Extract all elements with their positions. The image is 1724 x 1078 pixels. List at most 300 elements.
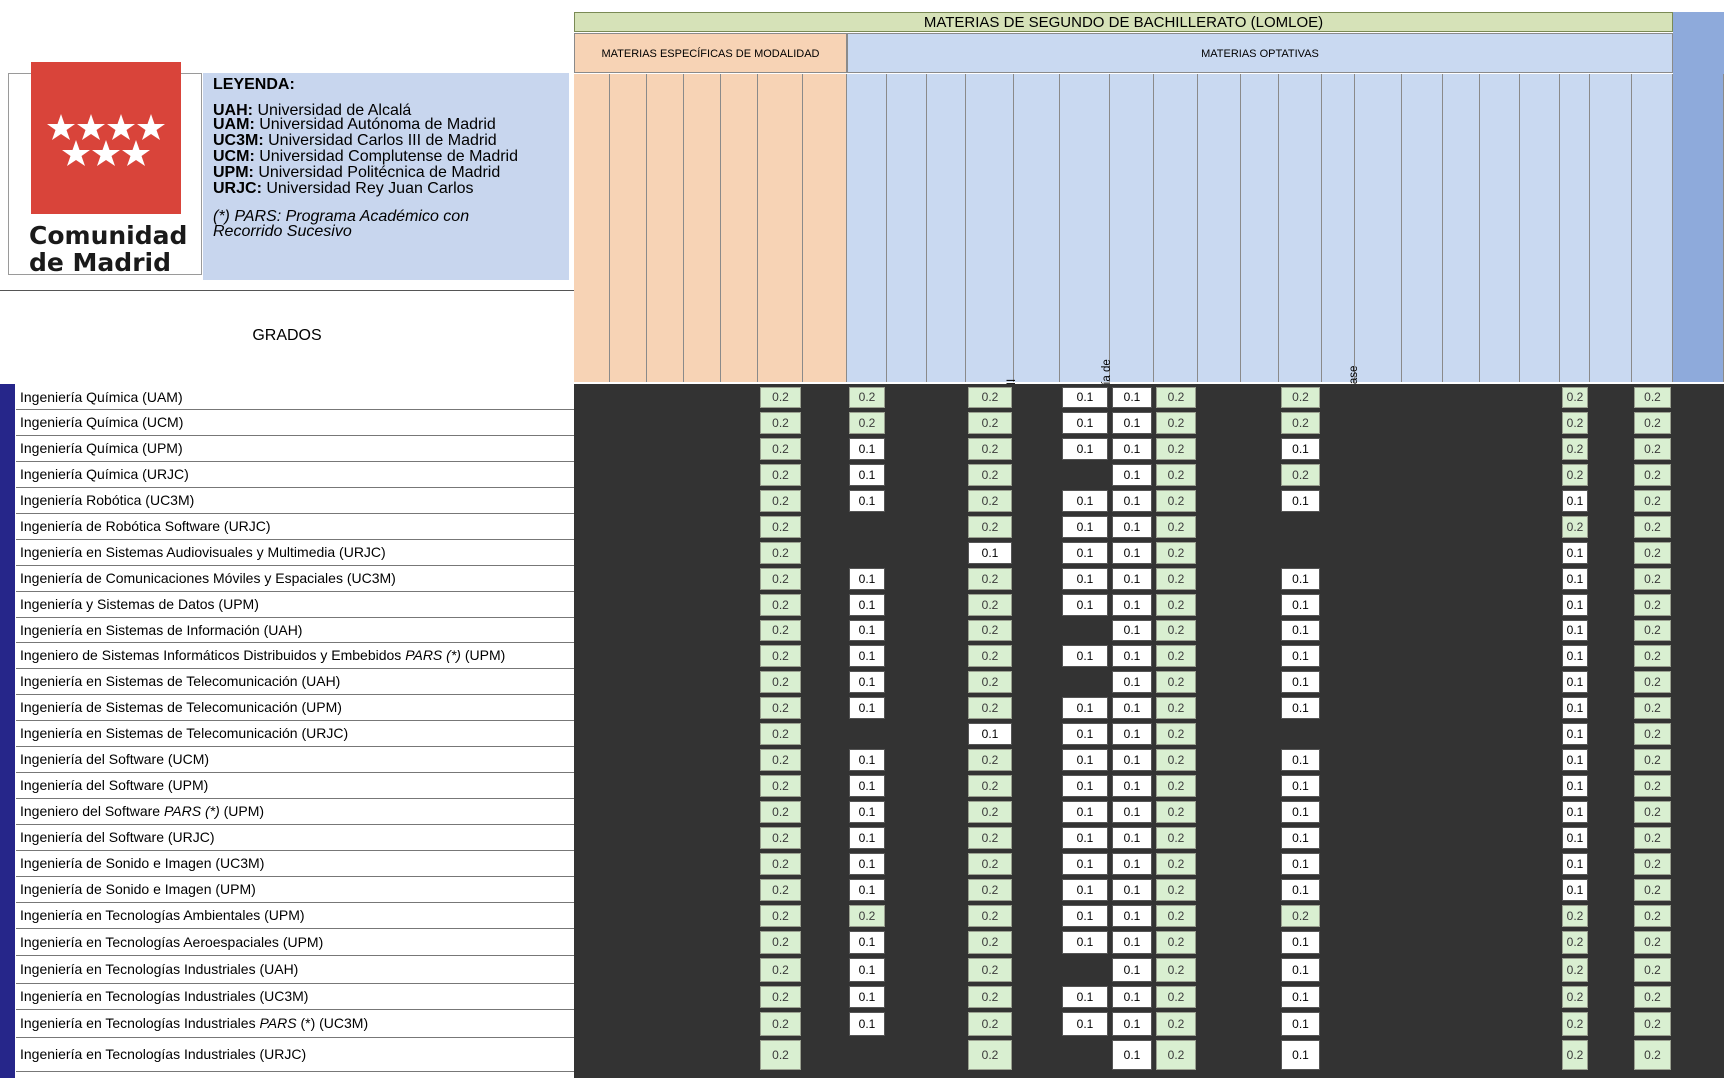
weight-cell: 0.1 [1062, 853, 1108, 875]
weight-cell: 0.1 [968, 542, 1012, 564]
weight-cell: 0.1 [1562, 490, 1588, 512]
weight-cell: 0.2 [1634, 905, 1671, 927]
weight-cell: 0.2 [1562, 516, 1588, 538]
weight-cell: 0.2 [760, 464, 801, 486]
weight-cell: 0.2 [1634, 1012, 1671, 1036]
weight-cell: 0.2 [968, 1012, 1012, 1036]
weight-cell: 0.1 [1112, 542, 1152, 564]
row-degree-name: Ingeniería en Sistemas Audiovisuales y Multimedia (URJC) [20, 544, 386, 560]
madrid-flag-stars-icon [31, 62, 181, 214]
weight-cell: 0.1 [849, 464, 885, 486]
weight-cell: 0.1 [1062, 986, 1108, 1008]
weight-cell: 0.2 [849, 905, 885, 927]
weight-cell: 0.1 [1112, 905, 1152, 927]
weight-cell: 0.2 [968, 645, 1012, 667]
weight-cell: 0.1 [1112, 438, 1152, 460]
weight-cell: 0.2 [760, 594, 801, 616]
weight-cell: 0.2 [968, 1040, 1012, 1070]
weight-cell: 0.2 [760, 801, 801, 823]
table-row-label [16, 956, 574, 984]
weight-cell: 0.2 [1156, 931, 1196, 954]
row-pars-marker: PARS [259, 1015, 297, 1031]
weight-cell: 0.2 [1562, 905, 1588, 927]
weight-cell: 0.2 [968, 438, 1012, 460]
weight-cell: 0.1 [849, 931, 885, 954]
weight-cell: 0.2 [760, 671, 801, 693]
row-pars-marker: PARS (*) [163, 803, 220, 819]
weight-cell: 0.2 [760, 387, 801, 408]
weight-cell: 0.2 [1634, 1040, 1671, 1070]
legend-entry [213, 133, 518, 149]
weight-cell: 0.2 [1562, 958, 1588, 982]
main-header-title: MATERIAS DE SEGUNDO DE BACHILLERATO (LOMLOE) [574, 12, 1673, 32]
column-header [721, 74, 758, 382]
weight-cell: 0.2 [849, 387, 885, 408]
weight-cell: 0.2 [1562, 1012, 1588, 1036]
column-header [1590, 74, 1632, 382]
weight-cell: 0.1 [1281, 594, 1320, 616]
weight-cell: 0.2 [1156, 801, 1196, 823]
column-header [1322, 74, 1355, 382]
grados-label: GRADOS [252, 327, 322, 344]
legend-name: Universidad Rey Juan Carlos [261, 180, 474, 197]
column-header [758, 74, 803, 382]
weight-cell: 0.1 [1112, 775, 1152, 797]
weight-cell: 0.1 [1281, 438, 1320, 460]
weight-cell: 0.1 [1112, 986, 1152, 1008]
weight-cell: 0.2 [1562, 387, 1588, 408]
weight-cell: 0.1 [849, 620, 885, 641]
weight-cell: 0.1 [1062, 542, 1108, 564]
weight-cell: 0.2 [1634, 620, 1671, 641]
column-header [1443, 74, 1480, 382]
column-header [887, 74, 927, 382]
weight-cell: 0.1 [1062, 1012, 1108, 1036]
weight-cell: 0.2 [760, 775, 801, 797]
weight-cell: 0.2 [968, 464, 1012, 486]
weight-cell: 0.1 [1062, 801, 1108, 823]
weight-cell: 0.2 [968, 568, 1012, 590]
weight-cell: 0.2 [968, 749, 1012, 771]
weight-cell: 0.1 [849, 490, 885, 512]
weight-cell: 0.2 [1634, 594, 1671, 616]
weight-cell: 0.1 [849, 853, 885, 875]
weight-cell: 0.2 [1634, 645, 1671, 667]
weight-cell: 0.2 [760, 1012, 801, 1036]
weight-cell: 0.2 [1156, 827, 1196, 849]
weight-cell: 0.2 [1562, 412, 1588, 434]
table-row-label [16, 721, 574, 747]
weight-cell: 0.1 [1112, 412, 1152, 434]
table-row-label [16, 669, 574, 695]
row-degree-name: Ingeniería Química (URJC) [20, 466, 189, 482]
weight-cell: 0.2 [968, 853, 1012, 875]
row-university: (UPM) [219, 803, 265, 819]
row-degree-name: Ingeniería del Software (URJC) [20, 829, 215, 845]
weight-cell: 0.2 [760, 438, 801, 460]
table-row-label [16, 488, 574, 514]
table-row-label [16, 462, 574, 488]
weight-cell: 0.1 [1562, 568, 1588, 590]
weight-cell: 0.2 [1634, 542, 1671, 564]
weight-cell: 0.1 [1112, 464, 1152, 486]
legend-name: Universidad Complutense de Madrid [254, 148, 519, 165]
column-header [1101, 74, 1154, 382]
weight-cell: 0.1 [1062, 490, 1108, 512]
row-degree-name: Ingeniería en Tecnologías Industriales (UC3M) [20, 988, 309, 1004]
weight-cell: 0.1 [1062, 905, 1108, 927]
weight-cell: 0.1 [1112, 723, 1152, 745]
legend-abbr: URJC: [213, 180, 262, 197]
weight-cell: 0.1 [1112, 749, 1152, 771]
weight-cell: 0.2 [1156, 412, 1196, 434]
weight-cell: 0.1 [849, 1012, 885, 1036]
weight-cell: 0.2 [760, 853, 801, 875]
weight-cell: 0.1 [1562, 749, 1588, 771]
weight-cell: 0.1 [1562, 594, 1588, 616]
weight-cell: 0.1 [1281, 827, 1320, 849]
row-degree-name: Ingeniería de Sonido e Imagen (UPM) [20, 881, 256, 897]
column-header [1355, 74, 1402, 382]
weight-cell: 0.1 [1112, 490, 1152, 512]
weight-cell: 0.1 [1112, 1040, 1152, 1070]
row-degree-name: Ingeniería en Tecnologías Industriales [20, 1015, 260, 1031]
weight-cell: 0.1 [1281, 775, 1320, 797]
brand-line1: Comunidad [29, 221, 188, 250]
row-degree-name: Ingeniería Química (UCM) [20, 414, 184, 430]
weight-cell: 0.1 [1062, 438, 1108, 460]
weight-cell: 0.2 [968, 671, 1012, 693]
weight-cell: 0.2 [968, 594, 1012, 616]
weight-cell: 0.2 [760, 620, 801, 641]
weight-cell: 0.2 [1634, 801, 1671, 823]
weight-cell: 0.2 [1634, 464, 1671, 486]
legend-name: Universidad de Alcalá [253, 102, 412, 119]
weight-cell: 0.1 [849, 986, 885, 1008]
legend-abbr: UAM: [213, 116, 255, 133]
legend-entry [213, 149, 518, 165]
legend-abbr: UPM: [213, 164, 254, 181]
weight-cell: 0.2 [1562, 931, 1588, 954]
column-header [1632, 74, 1673, 382]
column-header [1198, 74, 1241, 382]
weight-cell: 0.2 [1156, 853, 1196, 875]
row-degree-name: Ingeniería Robótica (UC3M) [20, 492, 195, 508]
weight-cell: 0.2 [1634, 879, 1671, 901]
weight-cell: 0.1 [1112, 671, 1152, 693]
table-row-label [16, 618, 574, 643]
weight-cell: 0.1 [1562, 775, 1588, 797]
left-blue-strip [0, 384, 15, 1078]
legend-box [203, 73, 569, 280]
column-header [1060, 74, 1110, 382]
legend-entry [213, 165, 518, 181]
table-row-label [16, 1038, 574, 1072]
weight-cell: 0.1 [1112, 827, 1152, 849]
row-degree-name: Ingeniería en Tecnologías Industriales (UAH) [20, 961, 299, 977]
legend-note-line1: (*) PARS: Programa Académico con [213, 208, 470, 225]
row-degree-name: Ingeniería del Software (UPM) [20, 777, 209, 793]
weight-cell: 0.2 [760, 568, 801, 590]
row-degree-name: Ingeniería de Comunicaciones Móviles y Espaciales (UC3M) [20, 570, 396, 586]
legend-abbr: UAH: [213, 102, 253, 119]
weight-cell: 0.2 [968, 986, 1012, 1008]
legend-name: Universidad Politécnica de Madrid [253, 164, 501, 181]
row-degree-name: Ingeniero de Sistemas Informáticos Distribuidos y Embebidos [20, 647, 406, 663]
row-degree-name: Ingeniería de Robótica Software (URJC) [20, 518, 271, 534]
weight-cell: 0.2 [760, 697, 801, 719]
weight-cell: 0.1 [1062, 775, 1108, 797]
weight-cell: 0.1 [1062, 516, 1108, 538]
column-header [927, 74, 966, 382]
table-row-label [16, 825, 574, 851]
weight-cell: 0.2 [760, 905, 801, 927]
weight-cell: 0.2 [1634, 827, 1671, 849]
table-row-label [16, 747, 574, 773]
weight-cell: 0.1 [849, 645, 885, 667]
weight-cell: 0.1 [1281, 645, 1320, 667]
weight-cell: 0.2 [1634, 931, 1671, 954]
weight-cell: 0.2 [1156, 958, 1196, 982]
weight-cell: 0.2 [1634, 697, 1671, 719]
weight-cell: 0.1 [849, 671, 885, 693]
weight-cell: 0.1 [849, 801, 885, 823]
table-row-label [16, 566, 574, 592]
weight-cell: 0.1 [1562, 801, 1588, 823]
column-header [1480, 74, 1520, 382]
group-header-especificas: MATERIAS ESPECÍFICAS DE MODALIDAD [574, 33, 847, 73]
group-header-optativas: MATERIAS OPTATIVAS [847, 33, 1673, 73]
weight-cell: 0.2 [760, 879, 801, 901]
table-row-label [16, 984, 574, 1010]
weight-cell: 0.2 [760, 723, 801, 745]
weight-cell: 0.2 [1634, 671, 1671, 693]
legend-entries [213, 103, 518, 197]
weight-cell: 0.2 [1156, 986, 1196, 1008]
legend-abbr: UC3M: [213, 132, 264, 149]
column-header [574, 74, 610, 382]
weight-cell: 0.1 [1281, 1012, 1320, 1036]
weight-cell: 0.2 [1634, 490, 1671, 512]
row-degree-name: Ingeniería en Tecnologías Industriales (URJC) [20, 1046, 307, 1062]
row-pars-marker: PARS (*) [405, 647, 461, 663]
row-degree-name: Ingeniería en Sistemas de Telecomunicación (UAH) [20, 673, 341, 689]
weight-cell: 0.1 [1281, 931, 1320, 954]
weight-cell: 0.2 [760, 412, 801, 434]
logo-brand-text [29, 222, 187, 276]
column-header [847, 74, 887, 382]
weight-cell: 0.1 [1281, 801, 1320, 823]
weight-cell: 0.1 [1562, 671, 1588, 693]
weight-cell: 0.2 [1156, 879, 1196, 901]
weight-cell: 0.1 [849, 749, 885, 771]
row-degree-name: Ingeniería en Tecnologías Ambientales (UPM) [20, 907, 305, 923]
legend-name: Universidad Carlos III de Madrid [263, 132, 497, 149]
weight-cell: 0.1 [1062, 827, 1108, 849]
table-row-label [16, 799, 574, 825]
column-header [1154, 74, 1198, 382]
weight-cell: 0.2 [1634, 958, 1671, 982]
weight-cell: 0.2 [1156, 723, 1196, 745]
weight-cell: 0.1 [1062, 412, 1108, 434]
weight-cell: 0.2 [1281, 464, 1320, 486]
comunidad-madrid-logo [8, 73, 202, 275]
weight-cell: 0.1 [1281, 958, 1320, 982]
column-header [1402, 74, 1443, 382]
weight-cell: 0.1 [1112, 516, 1152, 538]
weight-cell: 0.1 [1281, 879, 1320, 901]
weight-cell: 0.2 [968, 801, 1012, 823]
weight-cell: 0.1 [849, 827, 885, 849]
row-degree-name: Ingeniería Química (UAM) [20, 389, 183, 405]
column-header [684, 74, 721, 382]
column-header [1673, 74, 1724, 382]
weight-cell: 0.2 [760, 1040, 801, 1070]
row-degree-name: Ingeniería en Tecnologías Aeroespaciales (UPM) [20, 934, 324, 950]
weight-cell: 0.2 [1634, 723, 1671, 745]
column-header [1279, 74, 1322, 382]
legend-entry [213, 117, 518, 133]
weight-cell: 0.1 [1112, 620, 1152, 641]
weight-cell: 0.1 [1062, 568, 1108, 590]
weight-cell: 0.2 [968, 412, 1012, 434]
weight-cell: 0.1 [1112, 931, 1152, 954]
weight-cell: 0.1 [849, 568, 885, 590]
weight-cell: 0.2 [1634, 775, 1671, 797]
weight-cell: 0.2 [1156, 516, 1196, 538]
row-degree-name: Ingeniería en Sistemas de Información (UAH) [20, 622, 303, 638]
table-row-label [16, 592, 574, 618]
weight-cell: 0.2 [1562, 438, 1588, 460]
weight-cell: 0.2 [1156, 464, 1196, 486]
weight-cell: 0.2 [968, 490, 1012, 512]
weight-cell: 0.2 [760, 958, 801, 982]
weight-cell: 0.1 [1062, 594, 1108, 616]
legend-note [213, 209, 469, 239]
weight-cell: 0.2 [760, 749, 801, 771]
column-header [1520, 74, 1560, 382]
weight-cell: 0.2 [968, 697, 1012, 719]
row-degree-name: Ingeniería Química (UPM) [20, 440, 183, 456]
table-row-label [16, 1010, 574, 1038]
weight-cell: 0.2 [1156, 620, 1196, 641]
column-header [1014, 74, 1060, 382]
weight-cell: 0.2 [1634, 438, 1671, 460]
weight-cell: 0.1 [1562, 542, 1588, 564]
weight-cell: 0.1 [849, 775, 885, 797]
weight-cell: 0.2 [1156, 387, 1196, 408]
weight-cell: 0.2 [968, 387, 1012, 408]
weight-cell: 0.1 [1281, 568, 1320, 590]
weight-cell: 0.1 [1062, 879, 1108, 901]
weight-cell: 0.2 [760, 645, 801, 667]
table-row-label [16, 540, 574, 566]
weight-cell: 0.1 [849, 438, 885, 460]
weight-cell: 0.2 [760, 986, 801, 1008]
weight-cell: 0.2 [1634, 749, 1671, 771]
weight-cell: 0.2 [760, 827, 801, 849]
weight-cell: 0.2 [1634, 516, 1671, 538]
weight-cell: 0.2 [1156, 542, 1196, 564]
weight-cell: 0.1 [849, 594, 885, 616]
weight-cell: 0.1 [1112, 879, 1152, 901]
weight-cell: 0.2 [1634, 568, 1671, 590]
weight-cell: 0.1 [1281, 1040, 1320, 1070]
weight-cell: 0.2 [1156, 671, 1196, 693]
weight-cell: 0.2 [1562, 464, 1588, 486]
weight-cell: 0.1 [849, 879, 885, 901]
column-header [647, 74, 684, 382]
weight-cell: 0.2 [760, 490, 801, 512]
weight-cell: 0.2 [1156, 490, 1196, 512]
table-row-label [16, 436, 574, 462]
table-row-label [16, 514, 574, 540]
weight-cell: 0.2 [1562, 986, 1588, 1008]
row-degree-name: Ingeniería de Sonido e Imagen (UC3M) [20, 855, 265, 871]
weight-cell: 0.1 [1281, 671, 1320, 693]
weight-cell: 0.1 [1562, 827, 1588, 849]
legend-note-line2: Recorrido Sucesivo [213, 223, 352, 240]
legend-entry [213, 181, 518, 197]
weight-cell: 0.2 [968, 620, 1012, 641]
weight-cell: 0.1 [1562, 723, 1588, 745]
weight-cell: 0.2 [849, 412, 885, 434]
weight-cell: 0.2 [1281, 387, 1320, 408]
weight-cell: 0.2 [968, 827, 1012, 849]
weight-cell: 0.2 [1156, 438, 1196, 460]
weight-cell: 0.1 [968, 723, 1012, 745]
weight-cell: 0.2 [1281, 412, 1320, 434]
weight-cell: 0.1 [1112, 801, 1152, 823]
weight-cell: 0.1 [1112, 594, 1152, 616]
weight-cell: 0.1 [1281, 853, 1320, 875]
row-university: (*) (UC3M) [296, 1015, 369, 1031]
weight-cell: 0.2 [1634, 853, 1671, 875]
weight-cell: 0.1 [1281, 986, 1320, 1008]
weight-cell: 0.2 [1156, 905, 1196, 927]
weight-cell: 0.1 [1112, 697, 1152, 719]
weight-cell: 0.2 [760, 516, 801, 538]
weight-cell: 0.1 [1062, 697, 1108, 719]
weight-cell: 0.2 [1562, 1040, 1588, 1070]
weight-cell: 0.2 [1156, 749, 1196, 771]
table-row-label [16, 643, 574, 669]
column-header [1560, 74, 1590, 382]
row-degree-name: Ingeniería del Software (UCM) [20, 751, 210, 767]
weight-cell: 0.1 [1062, 387, 1108, 408]
weight-cell: 0.1 [1112, 387, 1152, 408]
weight-cell: 0.2 [968, 931, 1012, 954]
weight-cell: 0.1 [1062, 931, 1108, 954]
row-degree-name: Ingeniería de Sistemas de Telecomunicación (UPM) [20, 699, 342, 715]
table-row-label [16, 385, 574, 410]
weight-cell: 0.1 [849, 697, 885, 719]
legend-abbr: UCM: [213, 148, 255, 165]
weight-cell: 0.2 [1634, 986, 1671, 1008]
weight-cell: 0.2 [760, 542, 801, 564]
weight-cell: 0.1 [1562, 879, 1588, 901]
weight-cell: 0.1 [1562, 620, 1588, 641]
weight-cell: 0.2 [1634, 412, 1671, 434]
row-university: (UPM) [460, 647, 506, 663]
weight-cell: 0.1 [1281, 749, 1320, 771]
weight-cell: 0.1 [1112, 958, 1152, 982]
weight-cell: 0.1 [1062, 749, 1108, 771]
row-degree-name: Ingeniero del Software [20, 803, 164, 819]
weight-cell: 0.1 [1562, 697, 1588, 719]
weight-cell: 0.1 [1281, 490, 1320, 512]
weight-cell: 0.2 [1634, 387, 1671, 408]
